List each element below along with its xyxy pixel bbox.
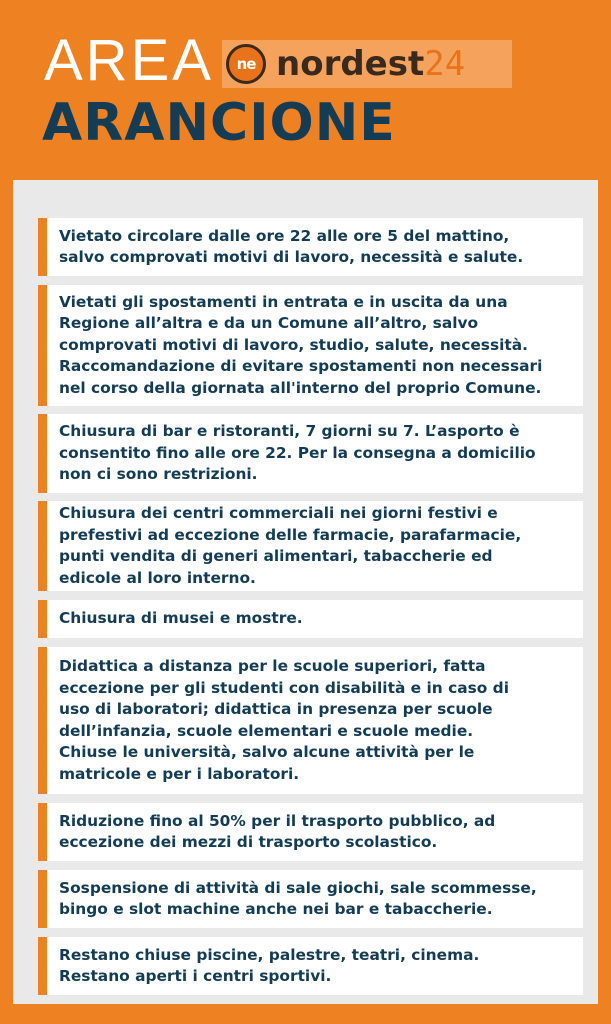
header xyxy=(0,0,611,180)
nordest24-logo xyxy=(222,40,512,88)
rule-schools xyxy=(38,647,583,794)
rule-travel xyxy=(38,285,583,406)
rule-text: Chiusura di bar e ristoranti, 7 giorni su 7. L’asporto è consentito fino alle ore 22. Per la consegna a domicilio non ci sono restrizioni. xyxy=(59,422,536,484)
rules-panel xyxy=(13,180,598,1004)
rule-museums xyxy=(38,600,583,638)
rule-text: Vietato circolare dalle ore 22 alle ore 5 del mattino, salvo comprovati motivi di lavoro, necessità e salute. xyxy=(59,226,524,266)
rule-text: Vietati gli spostamenti in entrata e in uscita da una Regione all’altra e da un Comune all’altro, salvo comprovati motivi di lavoro, studio, salute, necessità. Raccomandazione di evitare spostamenti non necessari nel corso della giornata all'interno del proprio Comune. xyxy=(59,292,543,397)
logo-brand-number: 24 xyxy=(424,44,466,84)
rules-list xyxy=(13,180,598,1004)
rule-shopping-centres xyxy=(38,501,583,591)
rule-text: Chiusura dei centri commerciali nei giorni festivi e prefestivi ad eccezione delle farmacie, parafarmacie, punti vendita di generi alimentari, tabaccherie ed edicole al loro interno. xyxy=(59,504,522,587)
rule-text: Didattica a distanza per le scuole superiori, fatta eccezione per gli studenti con disabilità e in caso di uso di laboratori; didattica in presenza per scuole dell’infanzia, scuole elementari e scuole medie. Chiuse le università, salvo alcune attività per le matricole e per i laboratori. xyxy=(59,657,509,783)
rule-curfew xyxy=(38,218,583,276)
rule-text: Sospensione di attività di sale giochi, sale scommesse, bingo e slot machine anche nei bar e tabaccherie. xyxy=(59,878,537,918)
rule-text: Riduzione fino al 50% per il trasporto pubblico, ad eccezione dei mezzi di trasporto scolastico. xyxy=(59,811,496,851)
rule-public-transport xyxy=(38,803,583,861)
logo-mark-icon: ne xyxy=(226,44,266,84)
logo-brand-name: nordest xyxy=(276,44,425,84)
rule-text: Chiusura di musei e mostre. xyxy=(59,609,303,628)
title-arancione: ARANCIONE xyxy=(42,93,396,153)
title-area: AREA xyxy=(44,28,214,93)
rule-bars-restaurants xyxy=(38,414,583,493)
rule-gaming-halls xyxy=(38,870,583,928)
rule-text: Restano chiuse piscine, palestre, teatri, cinema. Restano aperti i centri sportivi. xyxy=(59,945,480,985)
logo-brand xyxy=(276,44,465,84)
rule-sports xyxy=(38,937,583,995)
